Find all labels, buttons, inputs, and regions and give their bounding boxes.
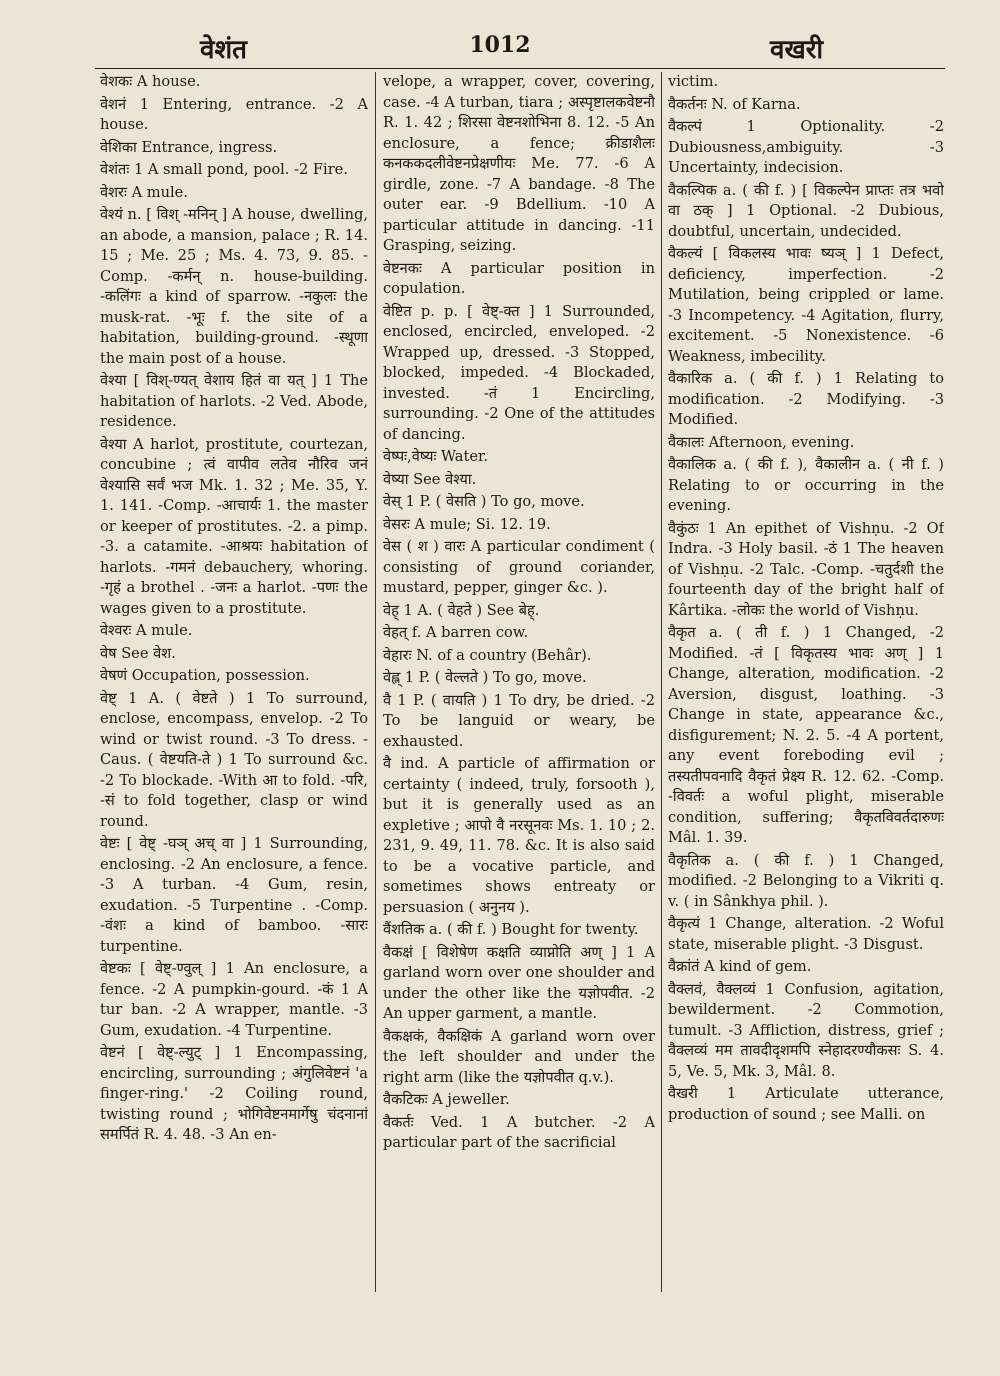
dictionary-entry: वेशनं 1 Entering, entrance. -2 A house.	[100, 95, 368, 133]
dictionary-entry: वेष्टित p. p. [ वेष्ट्-क्त ] 1 Surrounded, enclosed, encircled, enveloped. -2 Wrapped up, dressed. -3 Stopped, blocked, impeded. -4 Blockaded, invested. -तं 1 Encircling, surrounding. -2 One of the attitudes of dancing.	[383, 302, 655, 443]
column-divider-1	[375, 72, 376, 1292]
dictionary-entry: वैकृतिक a. ( की f. ) 1 Changed, modified. -2 Belonging to a Vikriti q. v. ( in Sânkhya phil. ).	[668, 851, 944, 910]
dictionary-entry: वैकर्तनः N. of Karna.	[668, 95, 801, 113]
dictionary-entry: वेष्टः [ वेष्ट् -घञ् अच् वा ] 1 Surrounding, enclosing. -2 An enclosure, a fence. -3 A turban. -4 Gum, resin, exudation. -5 Turpentine . -Comp. -वंशः a kind of bamboo. -सारः turpentine.	[100, 835, 368, 955]
dictionary-entry: वेषणं Occupation, possession.	[100, 667, 310, 684]
dictionary-entry: वैकक्षकं, वैकक्षिकं A garland worn over the left shoulder and under the right arm (like the यज्ञोपवीत q.v.).	[383, 1027, 655, 1086]
dictionary-entry: वेश्या [ विश्-ण्यत् वेशाय हितं वा यत् ] 1 The habitation of harlots. -2 Ved. Abode, residence.	[100, 372, 368, 430]
dictionary-entry: वेशकः A house.	[100, 73, 201, 90]
dictionary-entry: वेष्टनं [ वेष्ट्-ल्युट् ] 1 Encompassing, encircling, surrounding ; अंगुलिवेष्टनं 'a finger-ring.' -2 Coiling round, twisting round ; भोगिवेष्टनमार्गेषु चंदनानां समर्पितं R. 4. 48. -3 An en-	[100, 1044, 368, 1143]
dictionary-entry: वै ind. A particle of affirmation or certainty ( indeed, truly, forsooth ), but it is generally used as an expletive ; आपो वै नरसूनवः Ms. 1. 10 ; 2. 231, 9. 49, 11. 78. &c. It is also said to be a vocative particle, and sometimes shows entreaty or persuasion ( अनुनय ).	[383, 755, 655, 916]
dictionary-entry: victim.	[668, 73, 719, 90]
dictionary-entry: वैकर्तः Ved. 1 A butcher. -2 A particular part of the sacrificial	[383, 1113, 655, 1151]
dictionary-entry: वेहारः N. of a country (Behâr).	[383, 646, 592, 664]
dictionary-entry: वैकारिक a. ( की f. ) 1 Relating to modification. -2 Modifying. -3 Modified.	[668, 370, 944, 428]
dictionary-entry: वेह्ल् 1 P. ( वेल्लते ) To go, move.	[383, 669, 587, 686]
dictionary-entry: वैक्रांतं A kind of gem.	[668, 958, 812, 975]
column-divider-2	[661, 72, 662, 1292]
left-running-headword: वेशंत	[200, 35, 247, 65]
dictionary-entry: वै 1 P. ( वायति ) 1 To dry, be dried. -2 To be languid or weary, be exhausted.	[383, 691, 655, 750]
dictionary-entry: वैकालः Afternoon, evening.	[668, 433, 855, 451]
dictionary-entry: वेष्टकः [ वेष्ट्-ण्वुल् ] 1 An enclosure, a fence. -2 A pumpkin-gourd. -कं 1 A tur ban. -2 A wrapper, mantle. -3 Gum, exudation. -4 Turpentine.	[100, 960, 368, 1039]
dictionary-entry: वैकल्यं [ विकलस्य भावः ष्यञ् ] 1 Defect, deficiency, imperfection. -2 Mutilation, being crippled or lame. -3 Incompetency. -4 Agitation, flurry, excitement. -5 Nonexistence. -6 Weakness, imbecility.	[668, 245, 944, 365]
page-number: 1012	[469, 32, 531, 58]
dictionary-entry: वेहत् f. A barren cow.	[383, 624, 529, 641]
dictionary-entry: वेश्यं n. [ विश् -मनिन् ] A house, dwelling, an abode, a mansion, palace ; R. 14. 15 ; Me. 25 ; Ms. 4. 73, 9. 85. -Comp. -कर्मन् n. house-building. -कलिंगः a kind of sparrow. -नकुलः the musk-rat. -भूः f. the site of a habitation, building-ground. -स्थूणा the main post of a house.	[100, 206, 368, 367]
dictionary-entry: वैकटिकः A jeweller.	[383, 1091, 510, 1108]
dictionary-entry: वेह् 1 A. ( वेहते ) See बेह्.	[383, 601, 540, 619]
header-rule	[95, 68, 945, 69]
dictionary-entry: वैकक्षं [ विशेषेण कक्षति व्याप्नोति अण् ] 1 A garland worn over one shoulder and under the other like the यज्ञोपवीत. -2 An upper garment, a mantle.	[383, 943, 655, 1022]
dictionary-entry: वेशिका Entrance, ingress.	[100, 138, 278, 156]
dictionary-entry: velope, a wrapper, cover, covering, case. -4 A turban, tiara ; अस्पृष्टालकवेष्टनौ R. 1. 42 ; शिरसा वेष्टनशोभिना 8. 12. -5 An enclosure, a fence; क्रीडाशैलः कनककदलीवेष्टनप्रेक्षणीयः Me. 77. -6 A girdle, zone. -7 A bandage. -8 The outer ear. -9 Bdellium. -10 A particular attitude in dancing. -11 Grasping, seizing.	[383, 73, 655, 254]
dictionary-entry: वेस ( श ) वारः A particular condiment ( consisting of ground coriander, mustard, pepper, ginger &c. ).	[383, 538, 655, 596]
dictionary-entry: वैकृत a. ( ती f. ) 1 Changed, -2 Modified. -तं [ विकृतस्य भावः अण् ] 1 Change, alteration, modification. -2 Aversion, disgust, loathing. -3 Change in state, appearance &c., disfigurement; N. 2. 5. -4 A portent, any event foreboding evil ; तस्यतीपवनादि वैकृतं प्रेक्ष्य R. 12. 62. -Comp. -विवर्तः a woful plight, miserable condition, suffering; वैकृतविवर्तदारुणः Mâl. 1. 39.	[668, 624, 944, 846]
dictionary-entry: वैकुंठः 1 An epithet of Vishṇu. -2 Of Indra. -3 Holy basil. -ठं 1 The heaven of Vishṇu. -2 Talc. -Comp. -चतुर्दशी the fourteenth day of the bright half of Kârtika. -लोकः the world of Vishṇu.	[668, 519, 944, 619]
dictionary-entry: वेष्या See वेश्या.	[383, 470, 477, 488]
dictionary-entry: वेष्ट् 1 A. ( वेष्टते ) 1 To surround, enclose, encompass, envelop. -2 To wind or twist round. -3 To dress. -Caus. ( वेष्टयति-ते ) 1 To surround &c. -2 To blockade. -With आ to fold. -परि, -सं to fold together, clasp or wind round.	[100, 689, 368, 830]
dictionary-entry: वैकृत्यं 1 Change, alteration. -2 Woful state, miserable plight. -3 Disgust.	[668, 915, 944, 953]
dictionary-entry: वेशरः A mule.	[100, 183, 188, 201]
dictionary-entry: वैकालिक a. ( की f. ), वैकालीन a. ( नी f. ) Relating to or occurring in the evening.	[668, 456, 944, 514]
dictionary-entry: वेष्टनकः A particular position in copulation.	[383, 259, 655, 297]
column-middle	[383, 72, 655, 1294]
dictionary-entry: वेसरः A mule; Si. 12. 19.	[383, 515, 551, 533]
dictionary-entry: वैक्लवं, वैक्लव्यं 1 Confusion, agitation, bewilderment. -2 Commotion, tumult. -3 Affliction, distress, grief ; वैक्लव्यं मम तावदीदृशमपि स्नेहादरण्यौकसः S. 4. 5, Ve. 5, Mk. 3, Mâl. 8.	[668, 980, 944, 1080]
dictionary-entry: वेष्पः,वेष्यः Water.	[383, 448, 488, 465]
page-header	[0, 28, 1000, 68]
dictionary-entry: वैकल्पं 1 Optionality. -2 Dubiousness,ambiguity. -3 Uncertainty, indecision.	[668, 118, 944, 176]
dictionary-entry: वैकल्पिक a. ( की f. ) [ विकल्पेन प्राप्तः तत्र भवो वा ठक् ] 1 Optional. -2 Dubious, doubtful, uncertain, undecided.	[668, 181, 944, 240]
column-left	[100, 72, 368, 1294]
right-running-headword: वखरी	[770, 35, 824, 65]
dictionary-entry: वेस् 1 P. ( वेसति ) To go, move.	[383, 493, 585, 510]
dictionary-entry: वेशंतः 1 A small pond, pool. -2 Fire.	[100, 161, 348, 178]
dictionary-entry: वैंशतिक a. ( की f. ) Bought for twenty.	[383, 921, 639, 938]
column-right	[668, 72, 944, 1294]
dictionary-entry: वेष See वेश.	[100, 644, 176, 662]
dictionary-entry: वेश्वरः A mule.	[100, 622, 193, 639]
dictionary-entry: वेश्या A harlot, prostitute, courtezan, concubine ; त्वं वापीव लतेव नौरिव जनं वेश्यासि सर्वं भज Mk. 1. 32 ; Me. 35, Y. 1. 141. -Comp. -आचार्यः 1. the master or keeper of prostitutes. -2. a pimp. -3. a catamite. -आश्रयः habitation of harlots. -गमनं debauchery, whoring. -गृहं a brothel . -जनः a harlot. -पणः the wages given to a prostitute.	[100, 435, 368, 617]
dictionary-entry: वैखरी 1 Articulate utterance, production of sound ; see Malli. on	[668, 1085, 944, 1123]
